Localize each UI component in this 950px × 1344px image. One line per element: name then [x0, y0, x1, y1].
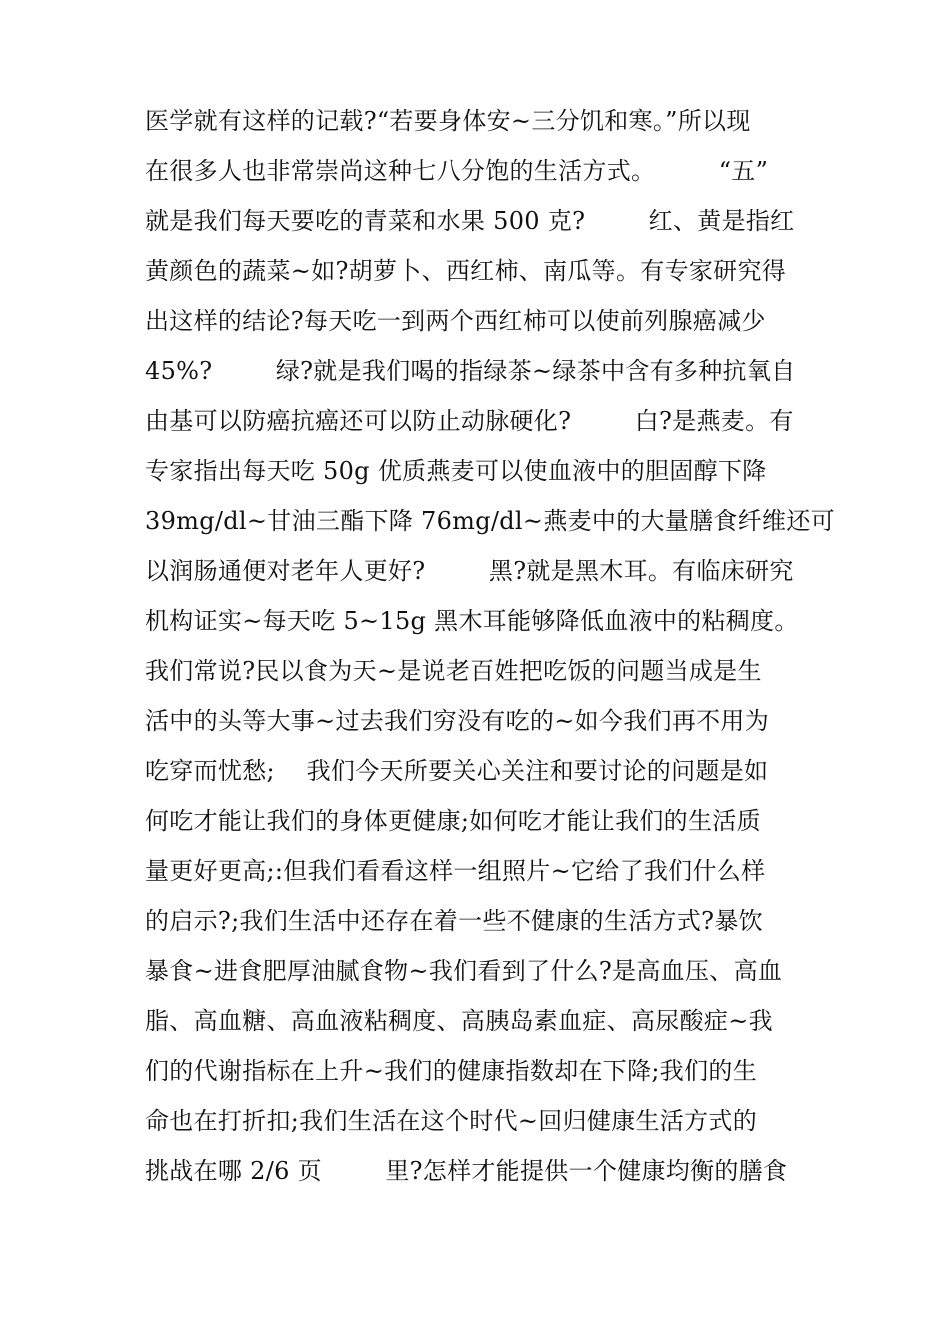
text-line: 们的代谢指标在上升~我们的健康指数却在下降;我们的生: [145, 1057, 757, 1085]
text-line: 吃穿而忧愁; 我们今天所要关心关注和要讨论的问题是如: [145, 757, 769, 785]
text-line: 39mg/dl~甘油三酯下降 76mg/dl~燕麦中的大量膳食纤维还可: [145, 507, 835, 535]
text-line: 出这样的结论?每天吃一到两个西红柿可以使前列腺癌减少: [145, 307, 766, 335]
text-line: 专家指出每天吃 50g 优质燕麦可以使血液中的胆固醇下降: [145, 457, 767, 485]
text-line: 黄颜色的蔬菜~如?胡萝卜、西红柿、南瓜等。有专家研究得: [145, 257, 787, 285]
text-line: 命也在打折扣;我们生活在这个时代~回归健康生活方式的: [145, 1107, 757, 1135]
text-line: 何吃才能让我们的身体更健康;如何吃才能让我们的生活质: [145, 807, 761, 835]
text-line: 以润肠通便对老年人更好? 黑?就是黑木耳。有临床研究: [145, 557, 794, 585]
text-line: 暴食~进食肥厚油腻食物~我们看到了什么?是高血压、高血: [145, 957, 783, 985]
text-line: 机构证实~每天吃 5~15g 黑木耳能够降低血液中的粘稠度。: [145, 607, 799, 635]
text-line: 就是我们每天要吃的青菜和水果 500 克? 红、黄是指红: [145, 207, 795, 235]
text-line: 在很多人也非常崇尚这种七八分饱的生活方式。 “五”: [145, 157, 769, 185]
text-line: 量更好更高;:但我们看看这样一组照片~它给了我们什么样: [145, 857, 766, 885]
text-line: 挑战在哪 2/6 页 里?怎样才能提供一个健康均衡的膳食: [145, 1157, 788, 1185]
text-line: 45%? 绿?就是我们喝的指绿茶~绿茶中含有多种抗氧自: [145, 357, 796, 385]
text-line: 活中的头等大事~过去我们穷没有吃的~如今我们再不用为: [145, 707, 770, 735]
text-line: 医学就有这样的记载?“若要身体安~三分饥和寒。”所以现: [145, 107, 751, 135]
text-line: 我们常说?民以食为天~是说老百姓把吃饭的问题当成是生: [145, 657, 762, 685]
text-line: 脂、高血糖、高血液粘稠度、高胰岛素血症、高尿酸症~我: [145, 1007, 773, 1035]
body-text: [145, 96, 835, 1196]
text-line: 由基可以防癌抗癌还可以防止动脉硬化? 白?是燕麦。有: [145, 407, 794, 435]
text-line: 的启示?;我们生活中还存在着一些不健康的生活方式?暴饮: [145, 907, 763, 935]
